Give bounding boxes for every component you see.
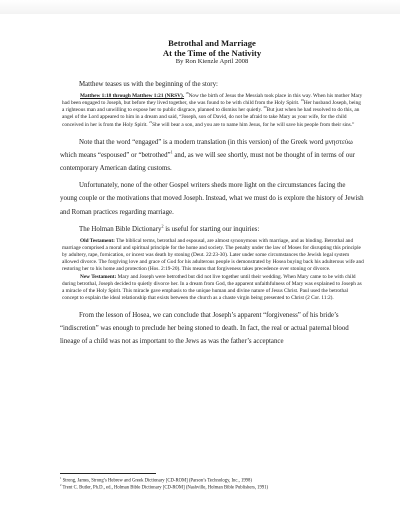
greek-word-text: Note that the word “engaged” is a modern translation (in this version) of the Greek word μνηστεύω which means “espoused” or “betrothed”: [60, 138, 353, 159]
old-testament-entry: [62, 238, 364, 273]
document-title-line-2: At the Time of the Nativity: [162, 48, 262, 58]
verse-18: Now the birth of Jesus the Messiah took place in this way. When his mother Mary had been engaged to Joseph, but before they lived together, she was found to be with child from the Holy Spirit.: [62, 93, 363, 107]
verse-number-18: 18: [185, 91, 189, 96]
matthew-quote: [60, 93, 364, 128]
footnote-2-text: Trent C. Butler, Ph.D., ed., Holman Bible Dictionary [CD-ROM] (Nashville, Holman Bible Publishers, 1991): [62, 485, 269, 491]
footnote-2-number: 2: [60, 483, 62, 488]
hosea-paragraph: From the lesson of Hosea, we can conclude that Joseph’s apparent “forgiveness” of his bride’s “indiscretion” was enough to preclude her being stoned to death. In fact, the real or actual paternal blood lineage of a child was not as important to the Jews as was the father’s acceptance: [60, 311, 349, 346]
document-page: [0, 14, 400, 516]
footnote-marker-2: 2: [161, 223, 164, 229]
gospel-writers-paragraph: Unfortunately, none of the other Gospel writers sheds more light on the circumstances facing the young couple or the motivations that moved Joseph. Instead, what we must do is explore the history of Jewish and Roman practices regarding marriage.: [60, 182, 364, 216]
page-body: [60, 38, 364, 349]
matthew-quote-text: [62, 93, 364, 128]
old-testament-label: Old Testament:: [80, 238, 115, 245]
holman-quote: [60, 238, 364, 302]
verse-21: She will bear a son, and you are to name him Jesus, for he will save his people from their sins.”: [152, 121, 355, 128]
verse-20: But just when he had resolved to do this, an angel of the Lord appeared to him in a dream and said, “Joseph, son of David, do not be afraid to take Mary as your wife, for the child conceived in her is from the Holy Spirit.: [62, 107, 360, 128]
scripture-reference: Matthew 1:18 through Matthew 1:21 (NRSV).: [80, 93, 185, 100]
verse-19: Her husband Joseph, being a righteous man and unwilling to expose her to public disgrace, planned to dismiss her quietly.: [62, 100, 361, 114]
greek-word-text-end: and, as we will see shortly, must not be thought of in terms of our contemporary American dating customs.: [60, 151, 355, 173]
holman-text: The Holman Bible Dictionary: [79, 225, 162, 233]
footnotes: [60, 473, 364, 493]
footnote-1-number: 1: [60, 476, 62, 480]
intro-paragraph: Matthew teases us with the beginning of the story:: [79, 81, 218, 88]
document-title-line-1: Betrothal and Marriage: [168, 38, 256, 48]
viewer-top-bar: [0, 0, 400, 15]
old-testament-text: The biblical terms, betrothal and espousal, are almost synonymous with marriage, and as binding. Betrothal and marriage comprised a moral and spiritual principle for the home and society. The penalty under the law of Moses for disrupting this principle by adultery, rape, fornication, or incest was death by stoning (Deut. 22:23-30). Later under some circumstances the Jewish legal system allowed divorce. The forgiving love and grace of God for his adulterous people is demonstrated by Hosea buying back his adulterous wife and restoring her to his home and protection (Hos. 2:19-20). This means that forgiveness takes precedence over stoning or divorce.: [62, 238, 364, 273]
footnote-2: [60, 485, 364, 492]
new-testament-entry: [62, 274, 364, 302]
verse-number-20: 20: [263, 105, 267, 110]
new-testament-label: New Testament:: [80, 273, 117, 280]
footnote-divider: [60, 473, 156, 474]
footnote-1-text: Strong, James, Strong’s Hebrew and Greek Dictionary [CD-ROM] (Parson’s Technology, Inc., 1998): [62, 478, 252, 484]
verse-number-19: 19: [300, 98, 304, 103]
holman-paragraph: [60, 223, 364, 236]
verse-number-21: 21: [148, 119, 153, 124]
new-testament-text: Mary and Joseph were betrothed but did not live together until their wedding. When Mary came to be with child during betrothal, Joseph decided to quietly divorce her. In a dream from God, the apparent unfaithfulness of Mary was explained to Joseph as a miracle of the Holy Spirit. This miracle gave emphasis to the unique human and divine nature of Jesus Christ. Paul used the betrothal concept to explain the ideal relationship that exists between the church as a chaste virgin being presented to Christ (2 Cor. 11:2).: [62, 273, 362, 301]
greek-word-paragraph: [60, 136, 364, 176]
holman-text-end: is useful for starting our inquiries:: [163, 225, 260, 233]
document-byline: By Ron Kienzle April 2008: [175, 58, 249, 65]
footnote-marker-1: 1: [170, 149, 173, 155]
